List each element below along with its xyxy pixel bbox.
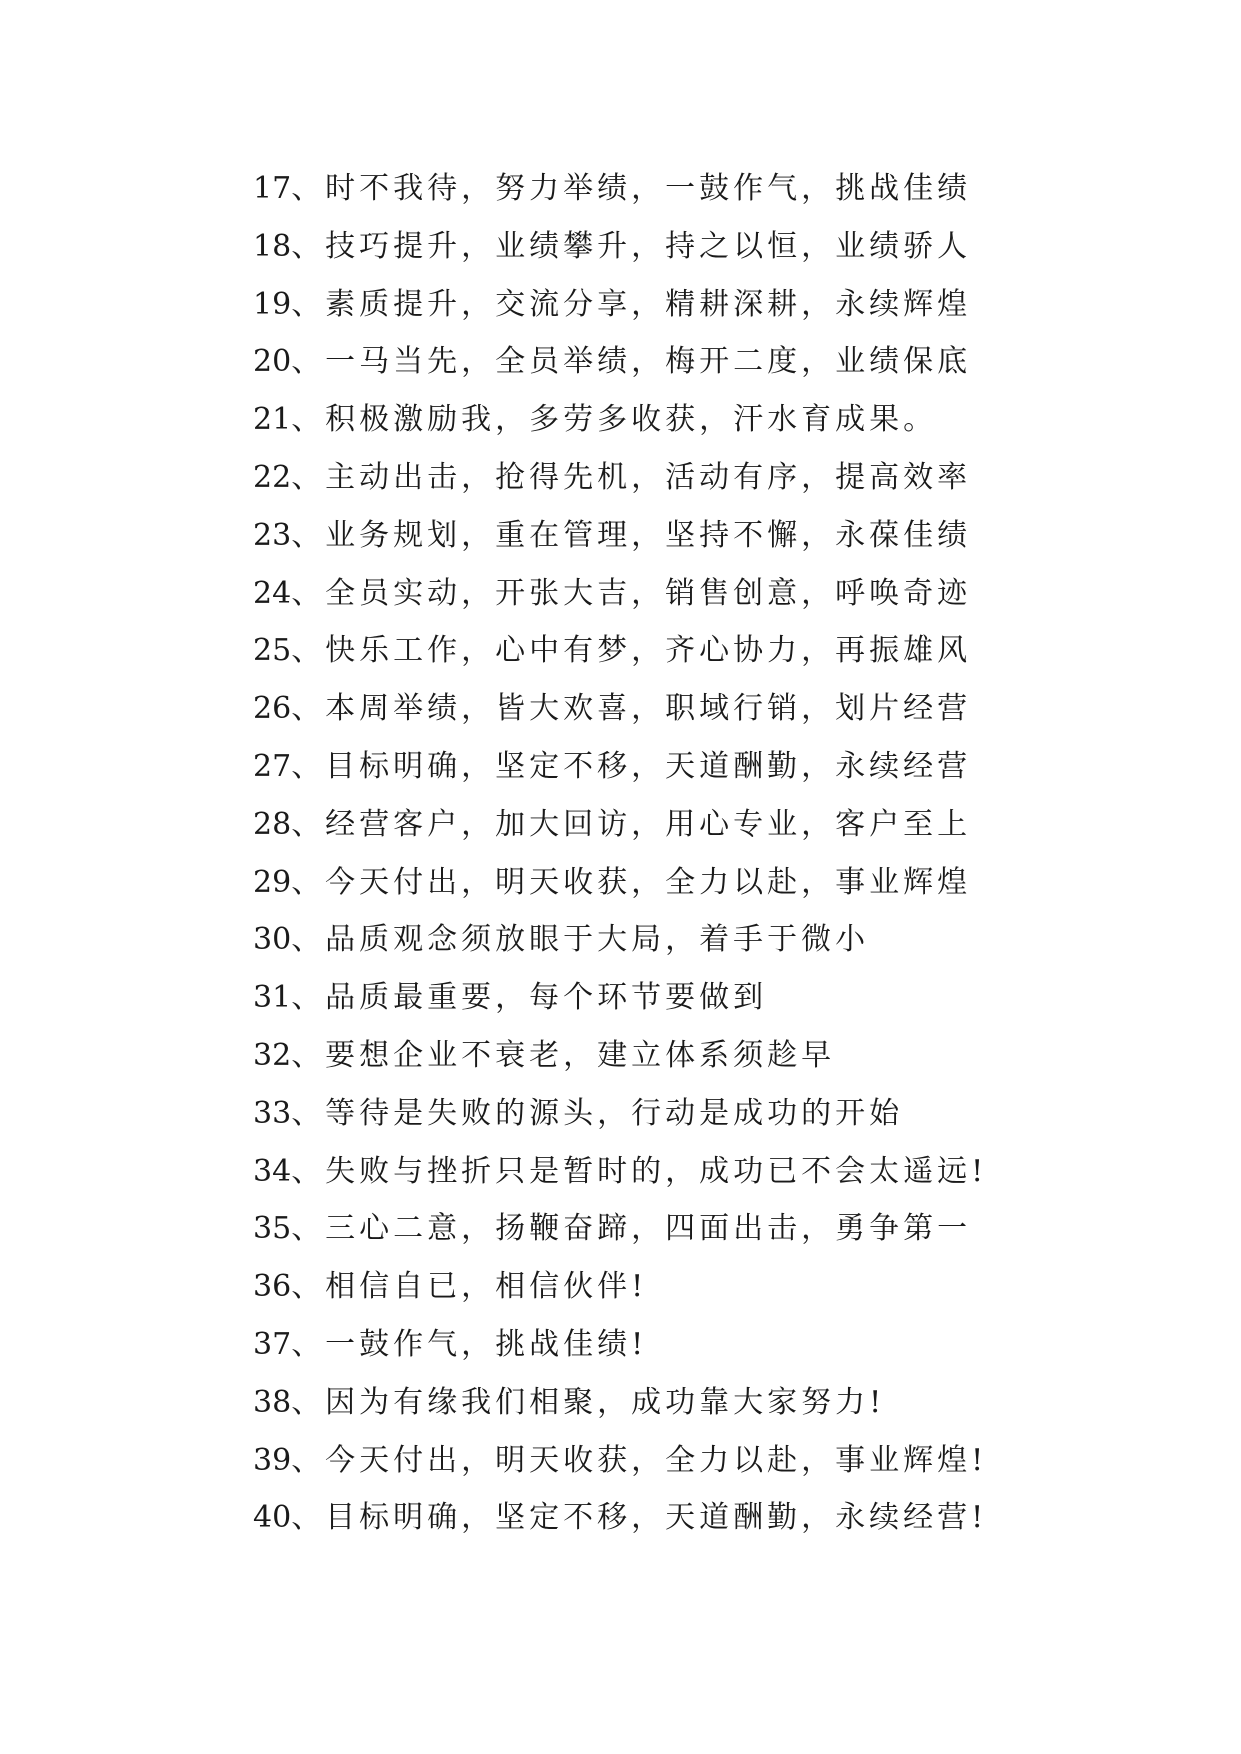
list-item: [253, 1027, 1053, 1085]
list-item: [253, 854, 1053, 912]
item-text: 、全员实动，开张大吉，销售创意，呼唤奇迹: [291, 575, 972, 611]
item-text: 、主动出击，抢得先机，活动有序，提高效率: [291, 459, 972, 495]
item-text: 、今天付出，明天收获，全力以赴，事业辉煌: [291, 864, 972, 900]
item-text: 、本周举绩，皆大欢喜，职域行销，划片经营: [291, 691, 972, 727]
item-text: 、快乐工作，心中有梦，齐心协力，再振雄风: [291, 633, 972, 669]
item-number: 39: [253, 1442, 292, 1478]
list-item: [253, 1489, 1053, 1547]
item-number: 29: [253, 864, 292, 900]
item-text: 、目标明确，坚定不移，天道酬勤，永续经营!: [291, 1500, 988, 1536]
item-number: 33: [253, 1095, 292, 1131]
item-text: 、品质观念须放眼于大局，着手于微小: [291, 922, 870, 958]
list-item: [253, 1085, 1053, 1143]
item-number: 38: [253, 1384, 292, 1420]
list-item: [253, 565, 1053, 623]
item-text: 、时不我待，努力举绩，一鼓作气，挑战佳绩: [291, 171, 972, 206]
item-number: 28: [253, 806, 292, 842]
item-number: 21: [253, 402, 292, 438]
list-item: [253, 449, 1053, 507]
item-number: 18: [253, 228, 292, 264]
item-text: 、因为有缘我们相聚，成功靠大家努力!: [291, 1384, 886, 1420]
item-number: 25: [253, 633, 292, 669]
item-text: 、等待是失败的源头，行动是成功的开始: [291, 1095, 904, 1131]
item-text: 、技巧提升，业绩攀升，持之以恒，业绩骄人: [291, 228, 972, 264]
list-item: [253, 622, 1053, 680]
item-number: 40: [253, 1500, 292, 1536]
item-text: 、积极激励我，多劳多收获，汗水育成果。: [291, 402, 938, 438]
item-number: 22: [253, 459, 292, 495]
item-number: 32: [253, 1037, 292, 1073]
list-item: [253, 738, 1053, 796]
item-text: 、相信自已，相信伙伴!: [291, 1269, 648, 1305]
item-text: 、今天付出，明天收获，全力以赴，事业辉煌!: [291, 1442, 988, 1478]
list-item: [253, 1316, 1053, 1374]
item-text: 、要想企业不衰老，建立体系须趁早: [291, 1037, 836, 1073]
item-text: 、目标明确，坚定不移，天道酬勤，永续经营: [291, 748, 972, 784]
list-item: [253, 796, 1053, 854]
item-text: 、一鼓作气，挑战佳绩!: [291, 1326, 648, 1362]
item-number: 19: [253, 286, 292, 322]
item-number: 20: [253, 344, 292, 380]
list-item: [253, 160, 1053, 218]
item-number: 26: [253, 691, 292, 727]
list-item: [253, 333, 1053, 391]
item-number: 31: [253, 980, 292, 1016]
item-number: 24: [253, 575, 292, 611]
list-item: [253, 1374, 1053, 1432]
list-item: [253, 276, 1053, 334]
list-item: [253, 1432, 1053, 1490]
list-item: [253, 969, 1053, 1027]
item-text: 、业务规划，重在管理，坚持不懈，永葆佳绩: [291, 517, 972, 553]
item-number: 34: [253, 1153, 292, 1189]
item-text: 、品质最重要，每个环节要做到: [291, 980, 768, 1016]
list-item: [253, 1258, 1053, 1316]
list-item: [253, 1143, 1053, 1201]
item-text: 、失败与挫折只是暂时的，成功已不会太遥远!: [291, 1153, 988, 1189]
item-number: 37: [253, 1326, 292, 1362]
slogan-list: [253, 160, 1053, 1547]
item-number: 17: [253, 171, 292, 206]
item-number: 35: [253, 1211, 292, 1247]
item-number: 27: [253, 748, 292, 784]
list-item: [253, 218, 1053, 276]
list-item: [253, 911, 1053, 969]
list-item: [253, 680, 1053, 738]
item-number: 23: [253, 517, 292, 553]
item-text: 、素质提升，交流分享，精耕深耕，永续辉煌: [291, 286, 972, 322]
item-text: 、一马当先，全员举绩，梅开二度，业绩保底: [291, 344, 972, 380]
list-item: [253, 391, 1053, 449]
item-number: 36: [253, 1269, 292, 1305]
item-number: 30: [253, 922, 292, 958]
item-text: 、三心二意，扬鞭奋蹄，四面出击，勇争第一: [291, 1211, 972, 1247]
list-item: [253, 507, 1053, 565]
item-text: 、经营客户，加大回访，用心专业，客户至上: [291, 806, 972, 842]
list-item: [253, 1200, 1053, 1258]
